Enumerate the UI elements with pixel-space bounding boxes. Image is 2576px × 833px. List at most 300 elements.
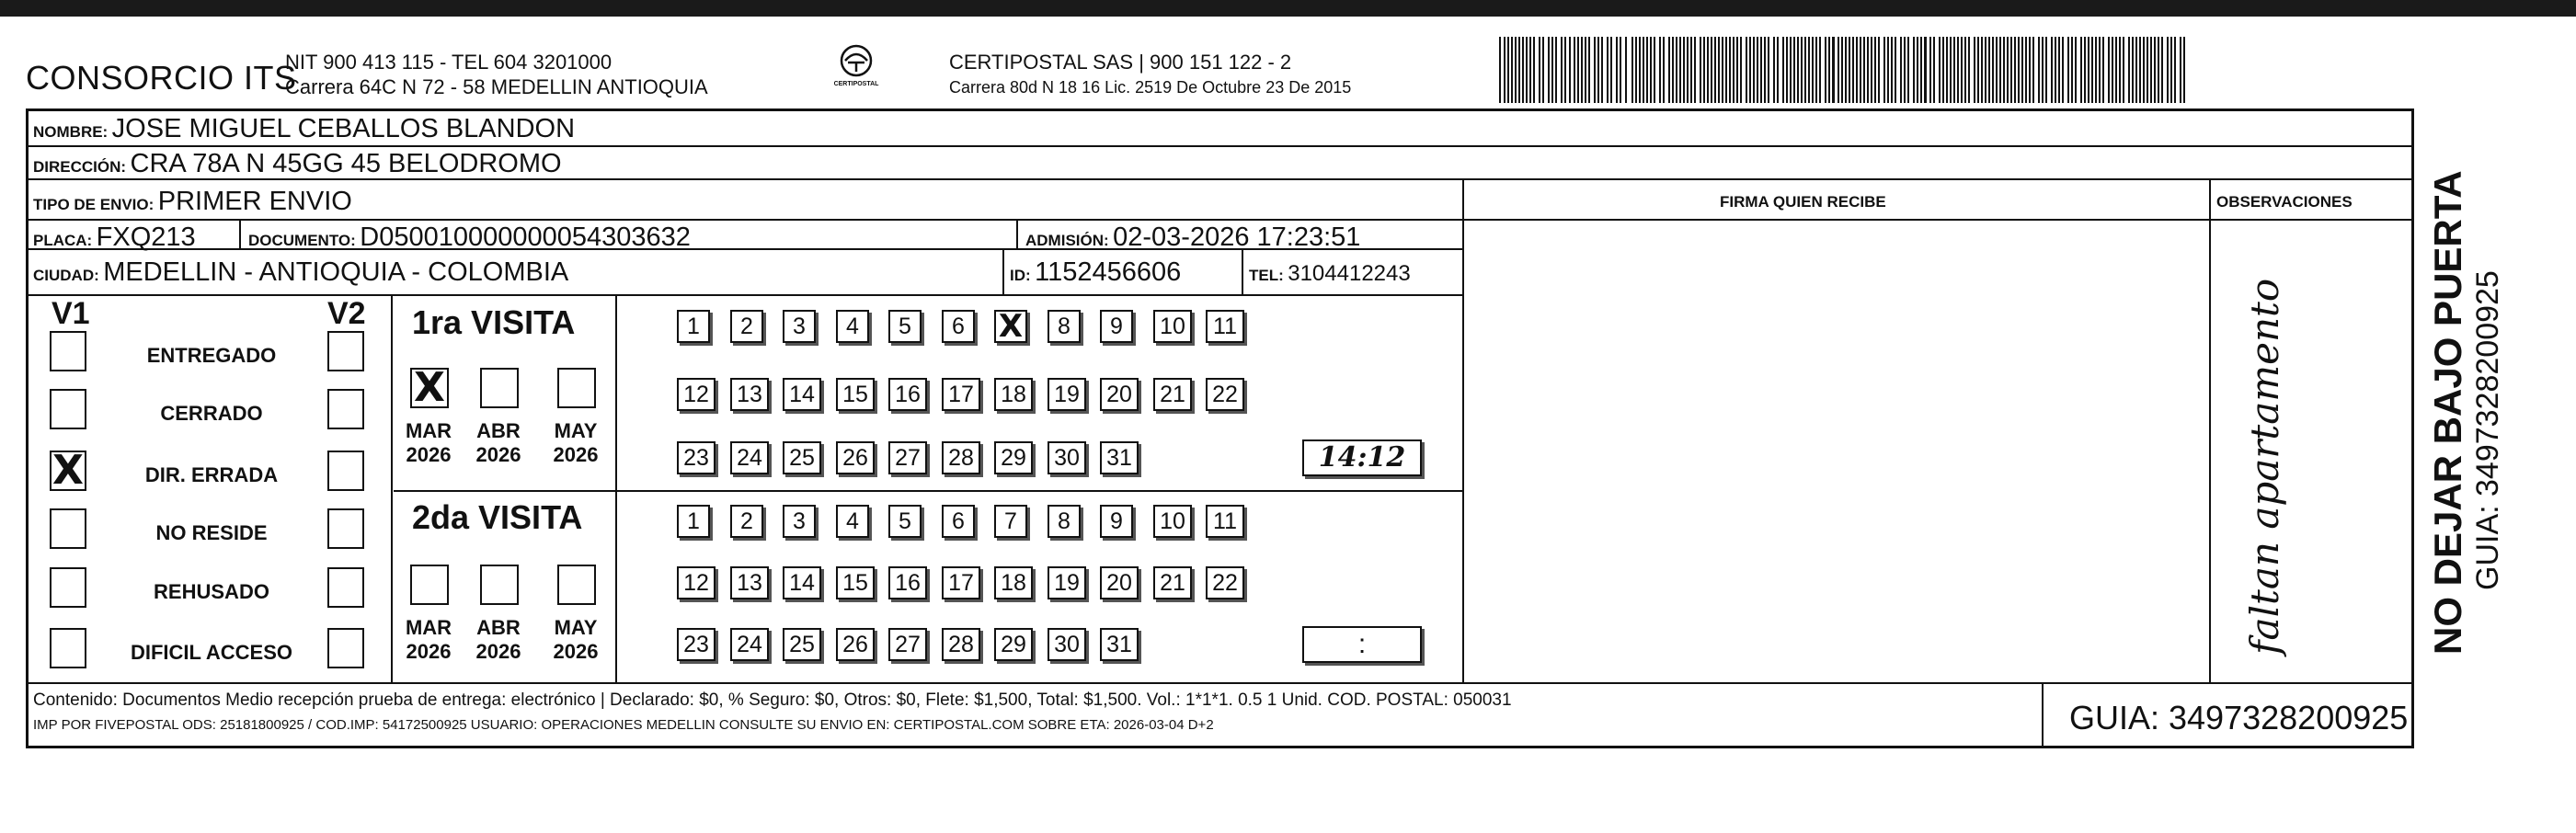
barcode-bar <box>2154 37 2156 103</box>
barcode-bar <box>1996 37 1998 103</box>
barcode-bar <box>1607 37 1609 103</box>
barcode-bar <box>1526 37 1528 103</box>
barcode-bar <box>2018 37 2020 103</box>
barcode-bar <box>1539 37 1540 103</box>
certipostal-line: CERTIPOSTAL SAS | 900 151 122 - 2 <box>949 51 1292 74</box>
barcode-bar <box>1542 37 1544 103</box>
visit1-day-box[interactable]: 12 <box>677 378 716 411</box>
barcode-bar <box>1650 37 1652 103</box>
barcode-bar <box>2055 37 2056 103</box>
visit1-day-box[interactable]: 24 <box>730 441 769 474</box>
visit1-day-box[interactable]: 29 <box>994 441 1033 474</box>
barcode-bar <box>2088 37 2089 103</box>
rule <box>26 219 2414 221</box>
barcode-bar <box>1683 37 1685 103</box>
visit2-month-label: MAR <box>405 616 452 639</box>
barcode-bar <box>1815 37 1817 103</box>
barcode-bar <box>2161 37 2163 103</box>
barcode-bar <box>1933 37 1935 103</box>
barcode-bar <box>1746 37 1747 103</box>
barcode-bar <box>1801 37 1803 103</box>
barcode-bar <box>1953 37 1955 103</box>
barcode-bar <box>1733 37 1735 103</box>
visit2-month-checkbox[interactable] <box>480 565 519 605</box>
visit1-month-year: 2026 <box>553 443 599 466</box>
visit1-day-box[interactable]: 18 <box>994 378 1033 411</box>
visit2-day-box[interactable]: 15 <box>836 566 875 599</box>
visit1-day-box[interactable]: 27 <box>888 441 927 474</box>
barcode-bar <box>1529 37 1531 103</box>
nit-line: NIT 900 413 115 - TEL 604 3201000 <box>285 51 613 74</box>
id-value: 1152456606 <box>1035 257 1182 287</box>
visit1-day-box[interactable]: 25 <box>783 441 821 474</box>
visit1-day-box[interactable]: 22 <box>1206 378 1244 411</box>
barcode-bar <box>1679 37 1681 103</box>
barcode-bar <box>1768 37 1769 103</box>
visit1-day-box[interactable]: 14 <box>783 378 821 411</box>
v2-checkbox[interactable] <box>327 389 364 429</box>
visit1-day-box[interactable]: 19 <box>1048 378 1086 411</box>
rule <box>26 145 2414 147</box>
visit2-day-box[interactable]: 11 <box>1206 505 1244 538</box>
v2-checkbox[interactable] <box>327 331 364 371</box>
visit2-day-box[interactable]: 27 <box>888 628 927 661</box>
v1-checkbox[interactable] <box>50 567 86 608</box>
status-label: CERRADO <box>160 402 263 425</box>
v1-checkbox[interactable]: X <box>50 451 86 491</box>
footer-guia: GUIA: 3497328200925 <box>2069 699 2409 736</box>
visit2-day-box[interactable]: 18 <box>994 566 1033 599</box>
barcode-bar <box>1757 37 1758 103</box>
v2-checkbox[interactable] <box>327 451 364 491</box>
barcode-bar <box>1668 37 1670 103</box>
barcode-bar <box>1863 37 1865 103</box>
barcode-bar <box>1672 37 1674 103</box>
barcode-bar <box>1753 37 1755 103</box>
visit1-title: 1ra VISITA <box>412 303 576 341</box>
visit1-day-box[interactable]: 21 <box>1153 378 1192 411</box>
barcode-bar <box>1515 37 1517 103</box>
barcode-bar <box>1946 37 1948 103</box>
barcode-bar <box>1860 37 1861 103</box>
barcode-bar <box>2108 37 2110 103</box>
visit1-month-label: ABR <box>476 419 521 442</box>
barcode-bar <box>1718 37 1720 103</box>
barcode-bar <box>1790 37 1792 103</box>
barcode-bar <box>2112 37 2113 103</box>
status-label: DIFICIL ACCESO <box>130 641 292 664</box>
barcode-bar <box>1988 37 1990 103</box>
placa-label: PLACA: <box>33 232 93 249</box>
barcode-bar <box>2135 37 2137 103</box>
barcode-bar <box>1942 37 1944 103</box>
visit1-month-checkbox[interactable] <box>480 368 519 408</box>
rule <box>2209 178 2211 682</box>
barcode-bar <box>1736 37 1738 103</box>
barcode-bar <box>1646 37 1648 103</box>
visit2-day-box[interactable]: 1 <box>677 505 710 538</box>
rule <box>1002 248 1004 294</box>
visit2-month-checkbox[interactable] <box>557 565 596 605</box>
barcode-bar <box>1891 37 1893 103</box>
documento-label: DOCUMENTO: <box>248 232 356 249</box>
barcode-bar <box>2051 37 2053 103</box>
visit1-day-box[interactable]: 16 <box>888 378 927 411</box>
visit2-day-box[interactable]: 30 <box>1048 628 1086 661</box>
barcode-bar <box>1687 37 1689 103</box>
v1-header: V1 <box>52 296 90 331</box>
visit1-day-box[interactable]: 20 <box>1100 378 1139 411</box>
visit1-month-label: MAR <box>405 419 452 442</box>
visit2-day-box[interactable]: 6 <box>942 505 975 538</box>
barcode-bar <box>1764 37 1766 103</box>
barcode-bar <box>1700 37 1701 103</box>
barcode-bar <box>1871 37 1872 103</box>
admision-row <box>1025 223 1360 253</box>
ciudad-label: CIUDAD: <box>33 267 99 284</box>
visit1-month-checkbox[interactable]: X <box>410 368 449 408</box>
v1-checkbox[interactable] <box>50 389 86 429</box>
barcode-bar <box>1714 37 1716 103</box>
visit1-day-box[interactable]: 11 <box>1206 310 1244 343</box>
barcode-bar <box>1845 37 1847 103</box>
v2-checkbox[interactable] <box>327 628 364 668</box>
side-warning: NO DEJAR BAJO PUERTA <box>2426 170 2469 655</box>
barcode-bar <box>2010 37 2012 103</box>
v1-checkbox[interactable] <box>50 508 86 549</box>
barcode-bar <box>1874 37 1876 103</box>
barcode-bar <box>1878 37 1880 103</box>
barcode-bar <box>1895 37 1896 103</box>
barcode-bar <box>2174 37 2176 103</box>
barcode-bar <box>1793 37 1795 103</box>
barcode-bar <box>2147 37 2148 103</box>
barcode-bar <box>1564 37 1566 103</box>
barcode-bar <box>2119 37 2121 103</box>
visit2-day-box[interactable]: 9 <box>1100 505 1133 538</box>
barcode-bar <box>1511 37 1513 103</box>
visit2-month-year: 2026 <box>406 640 452 663</box>
visit2-day-box[interactable]: 28 <box>942 628 980 661</box>
barcode-bar <box>2115 37 2117 103</box>
barcode-bar <box>1577 37 1579 103</box>
visit1-day-box[interactable]: 9 <box>1100 310 1133 343</box>
barcode-bar <box>1786 37 1788 103</box>
barcode-bar <box>1887 37 1889 103</box>
visit1-day-box[interactable]: 23 <box>677 441 716 474</box>
visit1-day-box[interactable]: 5 <box>888 310 922 343</box>
barcode-bar <box>1804 37 1806 103</box>
visit1-time[interactable]: 14:12 <box>1302 439 1422 476</box>
tipo-label: TIPO DE ENVIO: <box>33 196 155 213</box>
visit2-month-label: ABR <box>476 616 521 639</box>
barcode-bar <box>1585 37 1586 103</box>
barcode-bar <box>2014 37 2016 103</box>
rule <box>26 294 1462 296</box>
nombre-row <box>33 114 575 144</box>
barcode-bar <box>2071 37 2073 103</box>
placa-value: FXQ213 <box>96 223 196 252</box>
footer-imp: IMP POR FIVEPOSTAL ODS: 25181800925 / COD.IMP: 54172500925 USUARIO: OPERACIONES MEDELLIN CONSULTE SU ENVIO EN: CERTIPOSTAL.COM SOBRE ETA: 2026-03-04 D+2 <box>33 717 1214 733</box>
barcode-bar <box>1929 37 1931 103</box>
visit2-day-box[interactable]: 22 <box>1206 566 1244 599</box>
barcode-bar <box>2132 37 2134 103</box>
barcode-bar <box>1832 37 1835 103</box>
barcode-bar <box>1968 37 1970 103</box>
barcode-bar <box>2007 37 2009 103</box>
barcode-bar <box>2143 37 2145 103</box>
barcode-bar <box>1999 37 2001 103</box>
visit2-day-box[interactable]: 25 <box>783 628 821 661</box>
barcode-bar <box>1981 37 1983 103</box>
visit2-day-box[interactable]: 20 <box>1100 566 1139 599</box>
firma-label: FIRMA QUIEN RECIBE <box>1720 193 1886 211</box>
barcode-bar <box>1729 37 1731 103</box>
visit1-day-box[interactable]: X <box>994 310 1027 343</box>
documento-value: D050010000000054303632 <box>360 223 691 252</box>
barcode-bar <box>1499 37 1501 103</box>
barcode-bar <box>1569 37 1571 103</box>
barcode-bar <box>1588 37 1590 103</box>
barcode-bar <box>1663 37 1665 103</box>
side-guia: GUIA: 3497328200925 <box>2470 270 2505 590</box>
visit2-day-box[interactable]: 8 <box>1048 505 1081 538</box>
direccion-value: CRA 78A N 45GG 45 BELODROMO <box>130 149 562 178</box>
visit1-day-box[interactable]: 13 <box>730 378 769 411</box>
barcode-bar <box>1838 37 1839 103</box>
visit1-day-box[interactable]: 26 <box>836 441 875 474</box>
barcode-bar <box>1825 37 1826 103</box>
certipostal-logo <box>832 42 880 99</box>
rule <box>615 294 617 682</box>
license-line: Carrera 80d N 18 16 Lic. 2519 De Octubre 23 De 2015 <box>949 78 1352 97</box>
barcode-bar <box>2180 37 2181 103</box>
status-label: DIR. ERRADA <box>144 463 279 486</box>
barcode-bar <box>2099 37 2101 103</box>
barcode-bar <box>1904 37 1906 103</box>
v2-header: V2 <box>327 296 366 331</box>
barcode-bar <box>1812 37 1814 103</box>
rule <box>26 682 2414 684</box>
visit1-month-year: 2026 <box>406 443 452 466</box>
barcode-bar <box>1601 37 1603 103</box>
barcode-bar <box>1631 37 1633 103</box>
visit2-month-year: 2026 <box>475 640 521 663</box>
placa-row <box>33 223 196 253</box>
barcode-bar <box>1711 37 1712 103</box>
footer-contenido: Contenido: Documentos Medio recepción prueba de entrega: electrónico | Declarado: $0, % Seguro: $0, Otros: $0, Flete: $1,500, Total: $1,500. Vol.: 1*1*1. 0.5 1 Unid. COD. POSTAL: 050031 <box>33 690 1512 710</box>
barcode-bar <box>1961 37 1963 103</box>
status-label: NO RESIDE <box>155 521 268 544</box>
id-label: ID: <box>1010 267 1031 284</box>
visit1-month-year: 2026 <box>475 443 521 466</box>
barcode-bar <box>2170 37 2172 103</box>
visit2-day-box[interactable]: 26 <box>836 628 875 661</box>
barcode-bar <box>1749 37 1751 103</box>
barcode-bar <box>1883 37 1885 103</box>
visit2-day-box[interactable]: 23 <box>677 628 716 661</box>
visit1-day-box[interactable]: 6 <box>942 310 975 343</box>
tipo-row <box>33 187 352 217</box>
visit2-day-box[interactable]: 4 <box>836 505 869 538</box>
visit2-day-box[interactable]: 12 <box>677 566 716 599</box>
visit1-day-box[interactable]: 8 <box>1048 310 1081 343</box>
visit2-day-box[interactable]: 17 <box>942 566 980 599</box>
barcode-bar <box>2029 37 2031 103</box>
barcode-bar <box>2080 37 2082 103</box>
barcode-bar <box>1659 37 1661 103</box>
barcode-bar <box>1900 37 1902 103</box>
barcode-bar <box>1797 37 1799 103</box>
visit1-day-box[interactable]: 10 <box>1153 310 1192 343</box>
visit1-day-box[interactable]: 28 <box>942 441 980 474</box>
barcode-bar <box>2062 37 2064 103</box>
observaciones-label: OBSERVACIONES <box>2216 193 2353 211</box>
barcode-bar <box>1852 37 1854 103</box>
tel-row <box>1249 261 1411 287</box>
barcode-bar <box>1917 37 1918 103</box>
tipo-value: PRIMER ENVIO <box>157 187 352 216</box>
barcode-bar <box>2032 37 2034 103</box>
nombre-value: JOSE MIGUEL CEBALLOS BLANDON <box>111 114 576 143</box>
visit1-day-box[interactable]: 30 <box>1048 441 1086 474</box>
barcode-bar <box>1581 37 1583 103</box>
v2-checkbox[interactable] <box>327 508 364 549</box>
visit2-day-box[interactable]: 5 <box>888 505 922 538</box>
barcode-bar <box>1957 37 1959 103</box>
nombre-label: NOMBRE: <box>33 123 109 141</box>
tel-value: 3104412243 <box>1288 261 1411 286</box>
barcode-bar <box>2045 37 2047 103</box>
visit1-day-box[interactable]: 2 <box>730 310 763 343</box>
visit1-month-checkbox[interactable] <box>557 368 596 408</box>
visit2-day-box[interactable]: 10 <box>1153 505 1192 538</box>
visit1-day-box[interactable]: 31 <box>1100 441 1139 474</box>
barcode-bar <box>2158 37 2159 103</box>
rule <box>2042 682 2044 748</box>
barcode-bar <box>2084 37 2086 103</box>
visit2-time[interactable]: : <box>1302 626 1422 663</box>
barcode-bar <box>1507 37 1509 103</box>
visit2-day-box[interactable]: 29 <box>994 628 1033 661</box>
visit2-day-box[interactable]: 21 <box>1153 566 1192 599</box>
barcode-bar <box>1676 37 1677 103</box>
barcode-bar <box>2042 37 2044 103</box>
barcode-bar <box>1907 37 1909 103</box>
visit1-month-label: MAY <box>554 419 598 442</box>
barcode-bar <box>2150 37 2152 103</box>
barcode-bar <box>1819 37 1821 103</box>
visit2-day-box[interactable]: 2 <box>730 505 763 538</box>
top-edge-bar <box>0 0 2576 17</box>
visit2-title: 2da VISITA <box>412 498 583 536</box>
admision-label: ADMISIÓN: <box>1025 232 1109 249</box>
barcode-bar <box>1856 37 1858 103</box>
visit2-day-box[interactable]: 24 <box>730 628 769 661</box>
admision-value: 02-03-2026 17:23:51 <box>1113 223 1361 252</box>
visit1-day-box[interactable]: 4 <box>836 310 869 343</box>
barcode-bar <box>1707 37 1709 103</box>
direccion-row <box>33 149 562 179</box>
tel-label: TEL: <box>1249 267 1284 284</box>
barcode-bar <box>1561 37 1563 103</box>
barcode-bar <box>1522 37 1524 103</box>
status-label: REHUSADO <box>154 580 269 603</box>
barcode-bar <box>2167 37 2169 103</box>
barcode-bar <box>2123 37 2124 103</box>
barcode-bar <box>1828 37 1830 103</box>
v2-checkbox[interactable] <box>327 567 364 608</box>
barcode-bar <box>1992 37 1994 103</box>
barcode-bar <box>1913 37 1915 103</box>
visit2-day-box[interactable]: 13 <box>730 566 769 599</box>
barcode-bar <box>1574 37 1575 103</box>
barcode-bar <box>2075 37 2077 103</box>
barcode-bar <box>1518 37 1520 103</box>
barcode-bar <box>2021 37 2023 103</box>
status-label: ENTREGADO <box>146 344 277 367</box>
barcode-bar <box>1740 37 1742 103</box>
visit2-month-checkbox[interactable] <box>410 565 449 605</box>
barcode-bar <box>1625 37 1627 103</box>
visit2-day-box[interactable]: 3 <box>783 505 816 538</box>
v1-checkbox[interactable] <box>50 331 86 371</box>
visit2-day-box[interactable]: 7 <box>994 505 1027 538</box>
shipping-form <box>26 108 2414 748</box>
barcode-bar <box>2128 37 2130 103</box>
visit2-day-box[interactable]: 14 <box>783 566 821 599</box>
barcode-bar <box>1985 37 1986 103</box>
barcode-bar <box>1548 37 1550 103</box>
barcode <box>1499 37 2189 103</box>
barcode-bar <box>1977 37 1979 103</box>
rule <box>1242 248 1243 294</box>
barcode-bar <box>1635 37 1637 103</box>
barcode-bar <box>1643 37 1644 103</box>
visit2-month-year: 2026 <box>553 640 599 663</box>
barcode-bar <box>2025 37 2027 103</box>
barcode-bar <box>1964 37 1966 103</box>
barcode-bar <box>2139 37 2141 103</box>
visit2-day-box[interactable]: 31 <box>1100 628 1139 661</box>
rule <box>394 490 1462 492</box>
visit2-month-label: MAY <box>554 616 598 639</box>
visit1-day-box[interactable]: 1 <box>677 310 710 343</box>
barcode-bar <box>2095 37 2097 103</box>
barcode-bar <box>1703 37 1705 103</box>
barcode-bar <box>2038 37 2040 103</box>
documento-row <box>248 223 691 253</box>
observation-note: faltan apartamento <box>2242 278 2287 655</box>
ciudad-row <box>33 257 568 288</box>
barcode-bar <box>1760 37 1762 103</box>
barcode-bar <box>1690 37 1692 103</box>
visit2-day-box[interactable]: 19 <box>1048 566 1086 599</box>
barcode-bar <box>2091 37 2093 103</box>
visit1-day-box[interactable]: 15 <box>836 378 875 411</box>
visit1-day-box[interactable]: 17 <box>942 378 980 411</box>
barcode-bar <box>2067 37 2069 103</box>
barcode-bar <box>1867 37 1869 103</box>
ciudad-value: MEDELLIN - ANTIOQUIA - COLOMBIA <box>103 257 569 287</box>
barcode-bar <box>1939 37 1941 103</box>
v1-checkbox[interactable] <box>50 628 86 668</box>
barcode-bar <box>1782 37 1784 103</box>
barcode-bar <box>1841 37 1843 103</box>
visit1-day-box[interactable]: 3 <box>783 310 816 343</box>
address-line: Carrera 64C N 72 - 58 MEDELLIN ANTIOQUIA <box>285 75 708 98</box>
visit2-day-box[interactable]: 16 <box>888 566 927 599</box>
